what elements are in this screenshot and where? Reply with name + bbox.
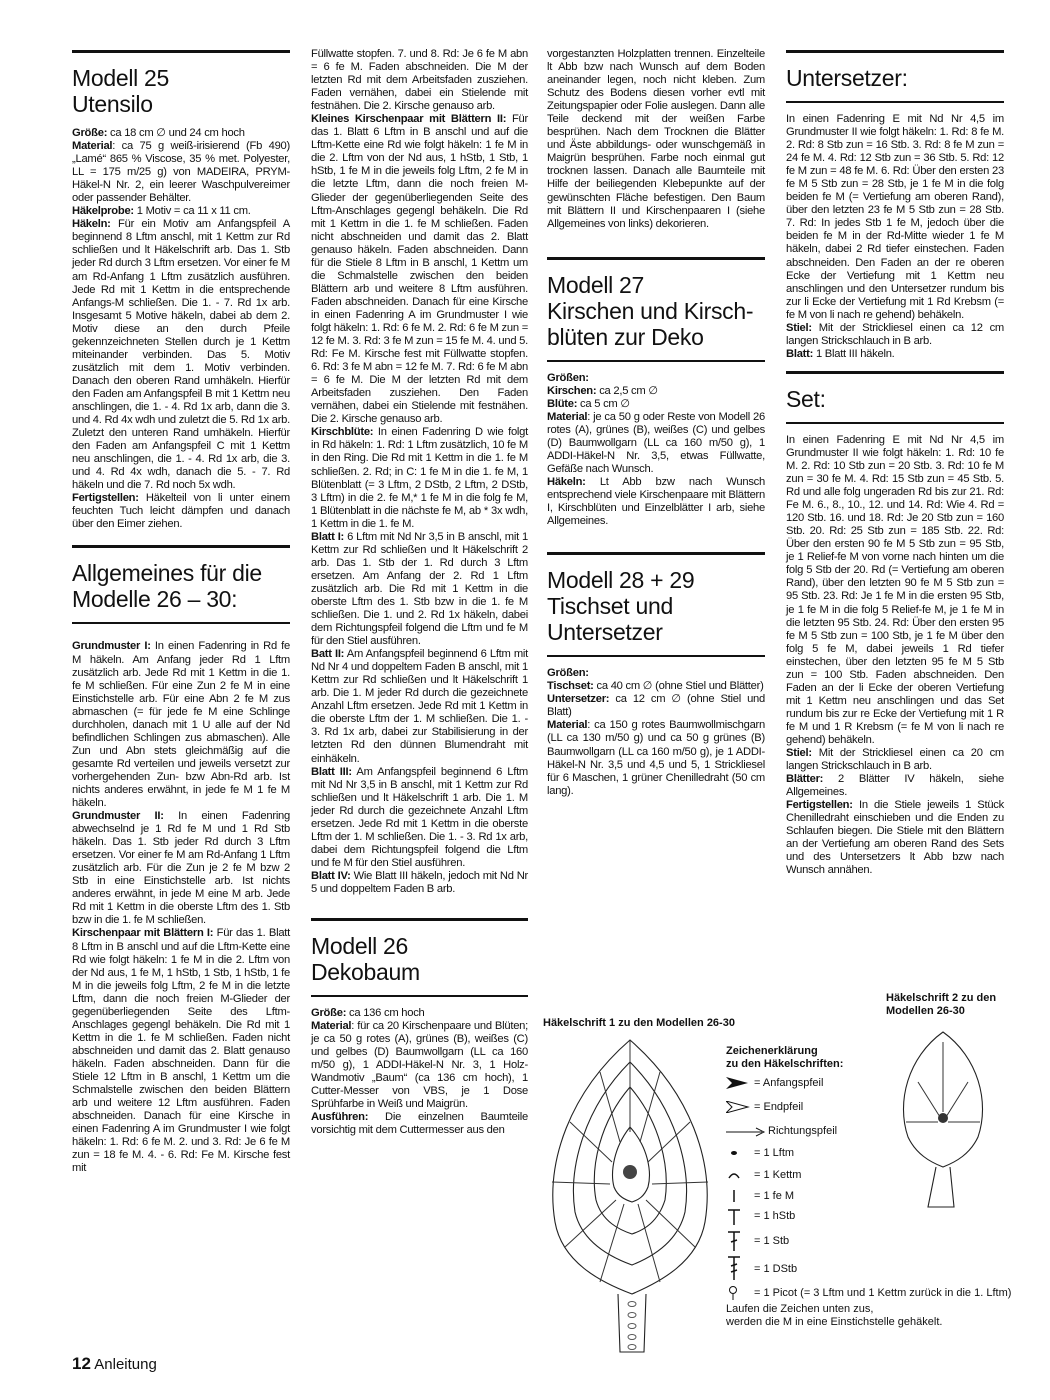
legend-text: = 1 Lftm: [754, 1147, 795, 1159]
paragraph: Grundmuster II: In einen Fadenring abwechselnd je 1 Rd fe M und 1 Rd Stb häkeln. Das 1. Stb jeder Rd durch 3 Lftm ersetzen. Vor einer fe M am Rd-Anfang 1 Lftm zusätzlich arb. Für die Zun je 2 fe M bzw 2 Stb in eine Einstichstelle arb. Ist nichts anderes erwähnt, in jede M eine M arb. Jede Rd mit 1 Kettm in die oberste Lftm des 1. Stb bzw in die 1. fe M schließen.: [72, 810, 291, 927]
section-rule: [547, 360, 765, 362]
legend-end-arrow: [726, 1101, 750, 1117]
footer-label: Anleitung: [94, 1356, 157, 1373]
paragraph: Füllwatte stopfen. 7. und 8. Rd: Je 6 fe M abn = 6 fe M. Faden abschneiden. Die M der letzten Rd mit dem Arbeitsfaden zusziehen. Faden vernähen, dabei ein Stielende mit festnähen. Die 2. Kirsche genauso arb.: [311, 48, 528, 113]
legend-text: = 1 DStb: [754, 1263, 798, 1275]
section-rule: [786, 422, 1004, 424]
column-2: [311, 48, 528, 1138]
paragraph: Blatt III: Am Anfangspfeil beginnend 6 Lftm mit Nd Nr 3,5 in B anschl, mit 1 Kettm zur Rd schließen und lt Häkelschrift 1 arb. Die 1. M jeder Rd durch die gezeichnete Anzahl Lftm ersetzen. Jede Rd mit 1 Kettm in die oberste Lftm der 1. M schließen. Die 1. - 3. Rd 1x arb, dabei dem Richtungspfeil folgend die Lftm und fe M für den Stiel ausführen.: [311, 765, 528, 869]
paragraph: Blüte: ca 5 cm ∅: [547, 397, 630, 410]
heading-set: Set:: [786, 385, 826, 412]
paragraph: Grundmuster I: In einen Fadenring in Rd fe M häkeln. Am Anfang jeder Rd 1 Lftm zusätzlich arb. Jede Rd mit 1 Kettm in die 1. fe M schließen. Für eine Zun 2 fe M in eine Einstichstelle arb. Für eine Abn 2 fe M zus abmaschen (= für jede fe M eine Schlinge durchholen, danach mit 1 U alle auf der Nd befindlichen Schlingen zus abmaschen). Alle Zun und Abn stets gleichmäßig auf die gesamte Rd verteilen und jeweils versetzt zur vorhergehenden Zun- bzw Abn-Rd arb. Ist nichts anderes erwähnt, in jede fe M 1 fe M häkeln.: [72, 640, 290, 810]
section-rule: [547, 257, 765, 260]
column-1: [72, 50, 290, 1175]
paragraph: Material: ca 150 g rotes Baumwollmischgarn (LL ca 130 m/50 g) und ca 50 g grünes (B) Baumwollgarn (LL ca 160 m/50 g), je 1 ADDI-Häkel-N Nr. 3,5 und 4,5 und 5, 1 Strickliesel für 6 Maschen, 1 grüner Chenilledraht (50 cm lang).: [547, 719, 765, 797]
section-rule: [547, 552, 765, 555]
section-rule: [311, 995, 528, 997]
picot-icon: [727, 1285, 739, 1305]
paragraph: Tischset: ca 40 cm ∅ (ohne Stiel und Blätter): [547, 680, 764, 693]
paragraph: Blätter: 2 Blätter IV häkeln, siehe Allgemeines.: [786, 773, 1004, 799]
paragraph: vorgestanzten Holzplatten trennen. Einzelteile lt Abb bzw nach Wunsch auf dem Boden aneinander legen, noch nicht kleben. Zum Schutz des Bodens diesen vorher evtl mit Zeitungspapier oder Folie auslegen. Dann alle Teile deckend mit der weißen Farbe besprühen. Nach dem Trocknen die Blätter und Äste abbildungs- oder wunschgemäß in Maigrün besprühen. Farbe noch einmal gut trocknen lassen. Danach alle Baumteile mit Hilfe der beiliegenden Klebepunkte auf der gewünschten Fläche befestigen. Den Baum mit Blättern II und Kirschenpaaren I (siehe Allgemeines von links) dekorieren.: [547, 48, 765, 230]
paragraph: Batt II: Am Anfangspfeil beginnend 6 Lftm mit Nd Nr 4 und doppeltem Faden B anschl, mit 1 Kettm zur Rd schließen und lt Häkelschrift 1 arb. Die 1. M jeder Rd durch die gezeichnete Anzahl Lftm ersetzen. Jede Rd mit 1 Kettm in die oberste Lftm der 1. M schließen. Die 1. - 3. Rd 1x arb, dabei zur Stabilisierung in der letzten Rd den dünnen Blumendraht mit einhäkeln.: [311, 648, 528, 765]
section-rule: [786, 371, 1004, 374]
paragraph: Fertigstellen: Häkelteil von li unter einem feuchten Tuch leicht dämpfen und danach über den Eimer ziehen.: [72, 492, 290, 531]
heading-modell-25: Modell 25 Utensilo: [72, 65, 170, 117]
heading-modell-27: Modell 27 Kirschen und Kirsch- blüten zur Deko: [547, 271, 754, 350]
legend-text: = Endpfeil: [754, 1101, 804, 1113]
paragraph: Ausführen: Die einzelnen Baumteile vorsichtig mit dem Cuttermesser aus den: [311, 1111, 528, 1137]
page-number: 12: [72, 1354, 91, 1373]
paragraph: In einen Fadenring E mit Nd Nr 4,5 im Grundmuster II wie folgt häkeln: 1. Rd: 8 fe M. 2. Rd: 8 Stb zun = 16 Stb. 3. Rd: 8 fe M zun = 24 fe M. 4. Rd: 12 Stb zun = 36 Stb. 5. Rd: 12 fe M zun = 48 fe M. 6. Rd: Über den ersten 23 fe M 5 Stb zun = 28 Stb, je 1 fe M in die folg beiden fe M (= Vertiefung am oberen Rand), über den letzten 23 fe M 5 Stb zun = 28 Stb. 7. Rd: In jedes Stb 1 fe M, jedoch über die beiden fe M in der Rd-Mitte wieder 1 fe M häkeln, dabei 2 Rd tiefer einstechen. Faden abschneiden. Den Faden an der re oberen Ecke der Vertiefung mit 1 Kettm neu anschlingen und den Untersetzer rundum bis zur li Ecke der Vertiefung mit 1 Rd Krebsm (= fe M von li nach re gehend) behäkeln.: [786, 113, 1004, 321]
double-crochet-icon: [726, 1230, 742, 1256]
legend-note: Laufen die Zeichen unten zus, werden die M in eine Einstichstelle gehäkelt.: [726, 1303, 943, 1328]
legend-text: = 1 Kettm: [754, 1169, 802, 1181]
paragraph: Kirschblüte: In einen Fadenring D wie folgt in Rd häkeln: 1. Rd: 1 Lftm zusätzlich, 10 fe M in den Ring. Die Rd mit 1 Kettm in die 1. fe M schließen. 2. Rd; in C: 1 fe M in die 1. fe M, 1 Blütenblatt (= 3 Lftm, 2 DStb, 2 Lftm, 2 DStb, 3 Lftm) in die 2. fe M,* 1 fe M in die folg fe M, 1 Blütenblatt in die nächste fe M, ab * 3x wdh, 1 Kettm in die 1. fe M.: [311, 426, 528, 530]
paragraph: Stiel: Mit der Strickliesel einen ca 20 cm langen Strickschlauch in B arb.: [786, 747, 1004, 773]
paragraph: Größe: ca 18 cm ∅ und 24 cm hoch: [72, 127, 245, 139]
heading-allgemeines: Allgemeines für die Modelle 26 – 30:: [72, 560, 262, 613]
heading-untersetzer: Untersetzer:: [786, 65, 908, 91]
column-3: [547, 48, 765, 798]
legend: [726, 1045, 1046, 1329]
paragraph: Kirschenpaar mit Blättern I: Für das 1. Blatt 8 Lftm in B anschl und auf die Lftm-Kette eine Rd wie folgt häkeln: 1 fe M in die 2. Lftm von der Nd aus, 1 fe M, 1 hStb, 1 Stb, 1 hStb, 1 fe M in die jeweils folg Lftm, 2 fe M in die letzte Lftm, dann die noch freien M-Glieder der gegenüberliegenden Seite des Lftm-Anschlages gegengl behäkeln. Die Rd mit 1 Kettm in die 1. fe M schließen. Faden nicht abschneiden und damit das 2. Blatt genauso häkeln. Faden abschneiden. Dann für die Stiele 12 Lftm in B anschl, 1 Kettm um die Schmalstelle zwischen den beiden Blättern arb und weitere 12 Lftm ausführen. Faden abschneiden. Danach für eine Kirsche in einen Fadenring A im Grundmuster I wie folgt häkeln: 1. Rd: 6 fe M. 2. und 3. Rd: Je 6 fe M zun = 18 fe M. 4. - 6. Rd: Fe M. Kirsche fest mit: [72, 927, 291, 1175]
legend-text: = Anfangspfeil: [754, 1077, 824, 1089]
legend-text: Richtungspfeil: [768, 1125, 838, 1137]
diagram-2-caption: Häkelschrift 2 zu den Modellen 26-30: [886, 992, 997, 1017]
legend-start-arrow: [726, 1077, 750, 1093]
paragraph: Material: je ca 50 g oder Reste von Modell 26 rotes (A), grünes (B), weißes (C) und gelbes (D) Baumwollgarn (LL ca 160 m/50 g), 1 ADDI-Häkel-N Nr. 3,5, etwas Füllwatte, Gefäße nach Wunsch.: [547, 410, 765, 475]
diagram-1-caption: Häkelschrift 1 zu den Modellen 26-30: [543, 1017, 735, 1029]
single-crochet-icon: [731, 1189, 737, 1207]
legend-text: = 1 hStb: [754, 1210, 796, 1222]
legend-text: = 1 Picot (= 3 Lftm und 1 Kettm zurück in die 1. Lftm): [754, 1287, 1012, 1299]
paragraph: Blatt: 1 Blatt III häkeln.: [786, 347, 895, 360]
half-double-icon: [726, 1208, 742, 1230]
paragraph: Größe: ca 136 cm hoch: [311, 1007, 425, 1020]
legend-text: = 1 fe M: [754, 1190, 795, 1202]
paragraph: Stiel: Mit der Strickliesel einen ca 12 cm langen Strickschlauch in B arb.: [786, 321, 1004, 347]
section-rule: [311, 918, 528, 921]
heading-modell-28-29: Modell 28 + 29 Tischset und Untersetzer: [547, 567, 695, 646]
column-4: [786, 50, 1004, 877]
legend-direction-arrow: [726, 1127, 766, 1141]
paragraph: In einen Fadenring E mit Nd Nr 4,5 im Grundmuster II wie folgt häkeln: 1. Rd: 10 fe M. 2. Rd: 10 Stb zun = 20 Stb. 3. Rd: 10 fe M zun = 30 fe M. 4. Rd: 15 Stb zun = 45 Stb. 5. Rd und alle folg ungeraden Rd bis zur 21. Rd: Fe M. 6., 8., 10., 12. und 14. Rd: Wie 4. Rd = 120 Stb. 16. und 18. Rd: Je 20 Stb zun = 160 Stb. 20. Rd: 25 Stb zun = 185 Stb. 22. Rd: Über den ersten 90 fe M 5 Stb zun = 95 Stb, je 1 Relief-fe M von vorne nach hinten um die folg 5 Stb der 20. Rd (= Vertiefung am oberen Rand), über den letzten 90 fe M 5 Stb zun = 95 Stb. 23. Rd: Je 1 fe M in die ersten 95 Stb, je 1 fe M in die folg 5 Relief-fe M, je 1 fe M in die letzten 95 Stb. 24. Rd: Über den ersten 95 fe M 5 Stb zun = 100 Stb, je 1 fe M über den folg 5 fe M, dabei jeweils 1 Rd tiefer einstechen, über den letzten 95 fe M 5 Stb zun = 100 Stb. Faden abschneiden. Den Faden an der li Ecke der oberen Vertiefung mit 1 Kettm neu anschlingen und das Set rundum bis zur re Ecke der Vertiefung mit 1 R fe M und 1 R Krebsm (= fe M von li nach re gehend) behäkeln.: [786, 433, 1004, 746]
legend-text: = 1 Stb: [754, 1235, 790, 1247]
section-rule: [72, 622, 290, 624]
chain-stitch-icon: [728, 1147, 740, 1163]
section-rule: [547, 655, 765, 657]
paragraph: Material: ca 75 g weiß-irisierend (Fb 490) „Lamé“ 865 % Viscose, 35 % met. Polyester, LL = 175 m/25 g) von MADEIRA, PRYM-Häkel-N Nr. 2, ein leerer Waschpulvereimer oder passender Behälter.: [72, 140, 290, 205]
paragraph: Kirschen: ca 2,5 cm ∅: [547, 384, 658, 397]
paragraph: Blatt IV: Wie Blatt III häkeln, jedoch mit Nd Nr 5 und doppeltem Faden B arb.: [311, 869, 528, 895]
paragraph: Untersetzer: ca 12 cm ∅ (ohne Stiel und Blatt): [547, 693, 765, 719]
treble-crochet-icon: [726, 1255, 742, 1285]
paragraph: Größen:: [547, 667, 589, 680]
section-rule: [786, 101, 1004, 103]
paragraph: Material: für ca 20 Kirschenpaare und Blüten; je ca 50 g rotes (A), grünes (B), weißes (C) und gelbes (D) Baumwollgarn (LL ca 160 m/50 g), 1 ADDI-Häkel-N Nr. 3, 1 Holz-Wandmotiv „Baum“ (ca 136 cm hoch), 1 Cutter-Messer von VBS, je 1 Dose Sprühfarbe in Weiß und Maigrün.: [311, 1020, 528, 1111]
crochet-chart-1: [540, 1032, 720, 1362]
paragraph: Größen:: [547, 371, 589, 384]
section-rule: [72, 545, 290, 548]
paragraph: Häkeln: Für ein Motiv am Anfangspfeil A beginnend 8 Lftm anschl, mit 1 Kettm zur Rd schließen und lt Häkelschrift arb. Das 1. Stb jeder Rd durch 3 Lftm ersetzen. Vor einer fe M am Rd-Anfang 1 Lftm zusätzlich ausführen. Jede Rd mit 1 Kettm in die entsprechende Anfangs-M schließen. Die 1. - 7. Rd 1x arb. Insgesamt 5 Motive häkeln, dabei ab dem 2. Motiv diese an den durch Pfeile gekennzeichneten Stellen durch je 1 Kettm miteinander verbinden. Das 5. Motiv zusätzlich mit dem 1. Motiv verbinden. Danach den oberen Rand umhäkeln. Hierfür den Faden am Anfangspfeil B mit 1 Kettm neu anschlingen, die 1. - 4. Rd 1x arb, dann die 3. und 4. Rd 4x wdh und zuletzt die 5. Rd 1x arb. Zuletzt den unteren Rand umhäkeln. Hierfür den Faden am Anfangspfeil C mit 1 Kettm neu anschlingen, die 1. - 4. Rd 1x arb, die 3. und 4. Rd 4x wdh, danach die 5. - 7. Rd häkeln und die 7. Rd noch 5x wdh.: [72, 218, 290, 492]
paragraph: Blatt I: 6 Lftm mit Nd Nr 3,5 in B anschl, mit 1 Kettm zur Rd schließen und lt Häkelschrift 2 arb. Das 1. Stb der 1. Rd durch 3 Lftm ersetzen. Am Anfang der 2. Rd 1 Lftm zusätzlich arb. Die Rd mit 1 Kettm in die oberste Lftm des 1. Stb bzw in die 1. fe M schließen. Die 1. und 2. Rd 1x häkeln, dabei dem Richtungspfeil folgend die Lftm und fe M für den Stiel ausführen.: [311, 530, 528, 648]
section-rule: [72, 50, 290, 53]
legend-title: Zeichenerklärung zu den Häkelschriften:: [726, 1045, 844, 1070]
slip-stitch-icon: [728, 1169, 740, 1185]
paragraph: Häkelprobe: 1 Motiv = ca 11 x 11 cm.: [72, 205, 251, 218]
paragraph: Fertigstellen: In die Stiele jeweils 1 Stück Chenilledraht einschieben und die Enden zu Schlaufen biegen. Die Stiele mit den Blättern an der Vertiefung am oberen Rand des Sets und des Untersetzers lt Abb bzw nach Wunsch annähen.: [786, 799, 1004, 877]
section-rule: [786, 50, 1004, 53]
heading-modell-26: Modell 26 Dekobaum: [311, 933, 420, 986]
paragraph: Kleines Kirschenpaar mit Blättern II: Für das 1. Blatt 6 Lftm in B anschl und auf die Lftm-Kette eine Rd wie folgt häkeln: 1 fe M in die 2. Lftm von der Nd aus, 1 hStb, 1 Stb, 1 hStb, 1 fe M in die jeweils folg Lftm, 2 fe M in die letzte Lftm, dann die noch freien M-Glieder der gegenüberliegenden Seite des Lftm-Anschlages gegengl behäkeln. Die Rd mit 1 Kettm in die 1. fe M schließen. Faden nicht abschneiden und damit das 2. Blatt genauso häkeln. Faden abschneiden. Dann für die Stiele 8 Lftm in B anschl, 1 Kettm um die Schmalstelle zwischen den beiden Blättern arb und weitere 8 Lftm ausführen. Faden abschneiden. Danach für eine Kirsche in einen Fadenring A im Grundmuster I wie folgt häkeln: 1. Rd: 6 fe M. 2. Rd: 6 fe M zun = 12 fe M. 3. Rd: 3 fe M zun = 15 fe M. 4. und 5. Rd: Fe M. Kirsche fest mit Füllwatte stopfen. 6. Rd: 3 fe M abn = 12 fe M. 7. Rd: 6 fe M abn = 6 fe M. Die M der letzten Rd mit dem Arbeitsfaden zusziehen. Den Faden vernähen, dabei ein Stielende mit festnähen. Die 2. Kirsche genauso arb.: [311, 113, 529, 426]
page-footer: [72, 1354, 157, 1374]
paragraph: Häkeln: Lt Abb bzw nach Wunsch entsprechend viele Kirschenpaare mit Blättern I, Kirschblüten und Einzelblätter I arb, siehe Allgemeines.: [547, 476, 765, 528]
